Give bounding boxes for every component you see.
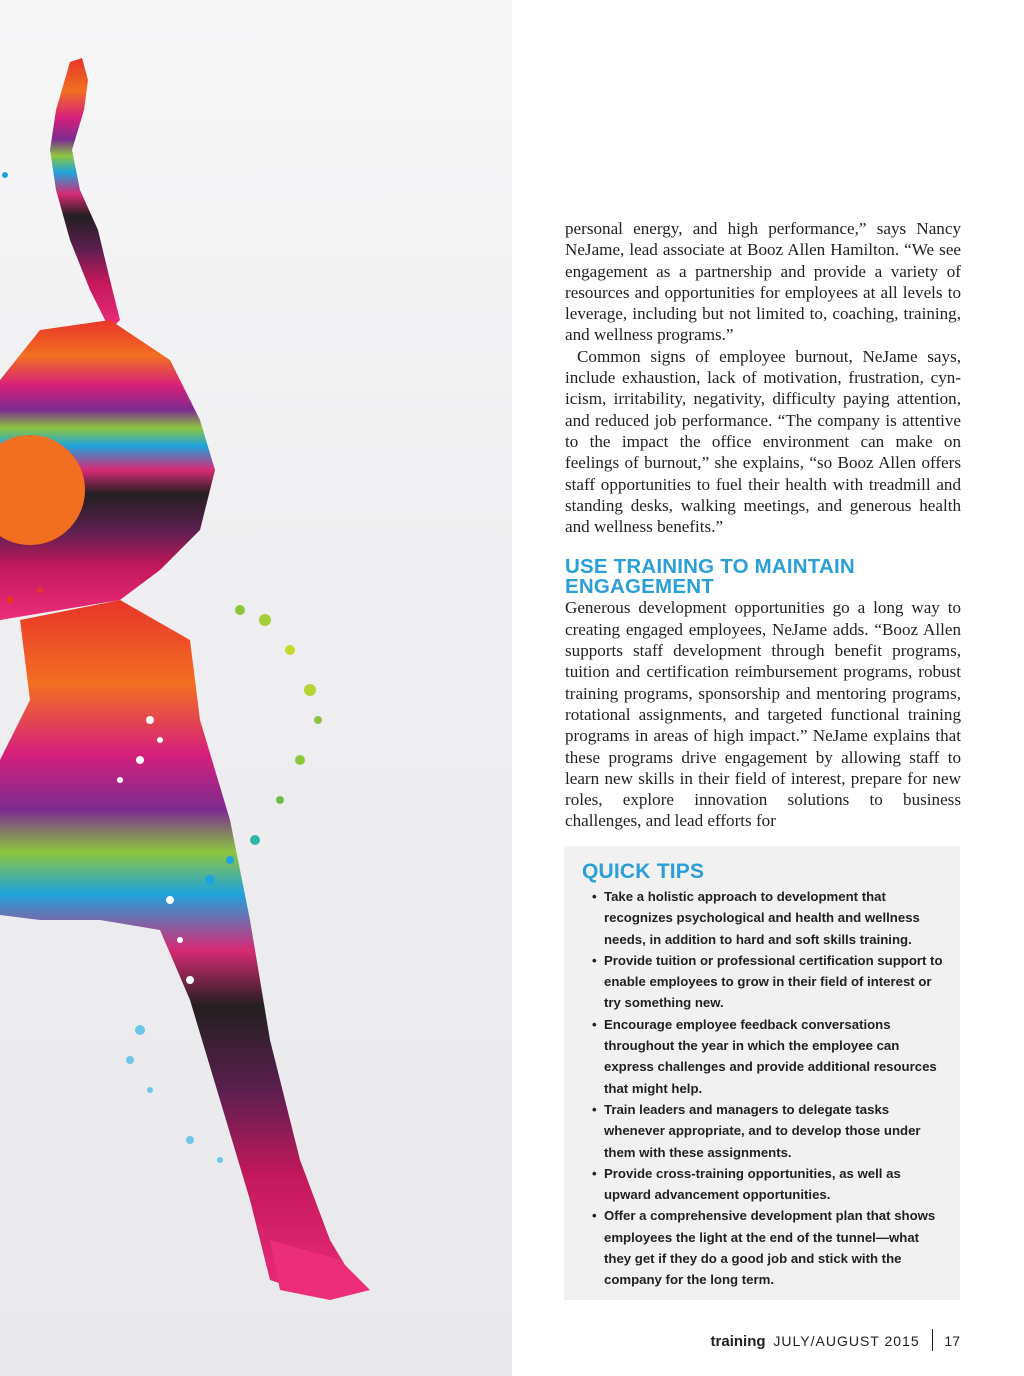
quick-tip-item: • Provide tuition or professional certification support to enable employees to grow in their field of interest or try something new. bbox=[588, 950, 944, 1014]
page-footer bbox=[711, 1329, 960, 1351]
quick-tips-list bbox=[588, 886, 944, 1291]
article-column bbox=[565, 218, 961, 832]
article-paragraph: Common signs of employee burnout, NeJame says, include exhaustion, lack of motivation, frustration, cynicism, irritability, negativity, difficulty paying attention, and reduced job performance. “The company is attentive to the impact the office environment can make on feelings of burnout,” she explains, “so Booz Allen offers staff opportunities to fuel their health with treadmill and standing desks, walking meetings, and generous health and wellness benefits.” bbox=[565, 346, 961, 537]
quick-tip-item: • Train leaders and managers to delegate tasks whenever appropriate, and to develop those under them with these assignments. bbox=[588, 1099, 944, 1163]
quick-tip-item: • Encourage employee feedback conversations throughout the year in which the employee can express challenges and provide additional resources that might help. bbox=[588, 1014, 944, 1099]
footer-divider bbox=[932, 1329, 933, 1351]
magazine-brand: training bbox=[710, 1333, 766, 1350]
quick-tip-item: • Provide cross-training opportunities, as well as upward advancement opportunities. bbox=[588, 1163, 944, 1206]
quick-tips-box bbox=[564, 846, 960, 1300]
article-paragraph: personal energy, and high performance,” says Nancy NeJame, lead associate at Booz Allen Hamilton. “We see engagement as a partnership and provide a variety of resources and opportunities for employees at all levels to leverage, including but not limited to, coaching, training, and wellness programs.” bbox=[565, 219, 961, 345]
quick-tips-title: QUICK TIPS bbox=[582, 860, 705, 883]
page-number: 17 bbox=[944, 1333, 960, 1349]
issue-date: JULY/AUGUST 2015 bbox=[773, 1333, 920, 1349]
section-paragraph: Generous development opportunities go a long way to creating engaged employees, NeJame adds. “Booz Allen supports staff development through benefit programs, tuition and certification reimbursement programs, robust training programs, sponsorship and mentoring programs, rotational assignments, and targeted functional training programs in areas of high impact.” NeJame explains that these programs drive engagement by allowing staff to learn new skills in their field of interest, prepare for new roles, explore innovation solutions to business challenges, and lead efforts for bbox=[565, 598, 961, 831]
quick-tip-item: • Take a holistic approach to development that recognizes psychological and health and wellness needs, in addition to hard and soft skills training. bbox=[588, 886, 944, 950]
quick-tip-item: • Offer a comprehensive development plan that shows employees the light at the end of the tunnel—what they get if they do a good job and stick with the company for the long term. bbox=[588, 1205, 944, 1290]
section-heading: USE TRAINING TO MAINTAIN ENGAGEMENT bbox=[565, 555, 855, 599]
